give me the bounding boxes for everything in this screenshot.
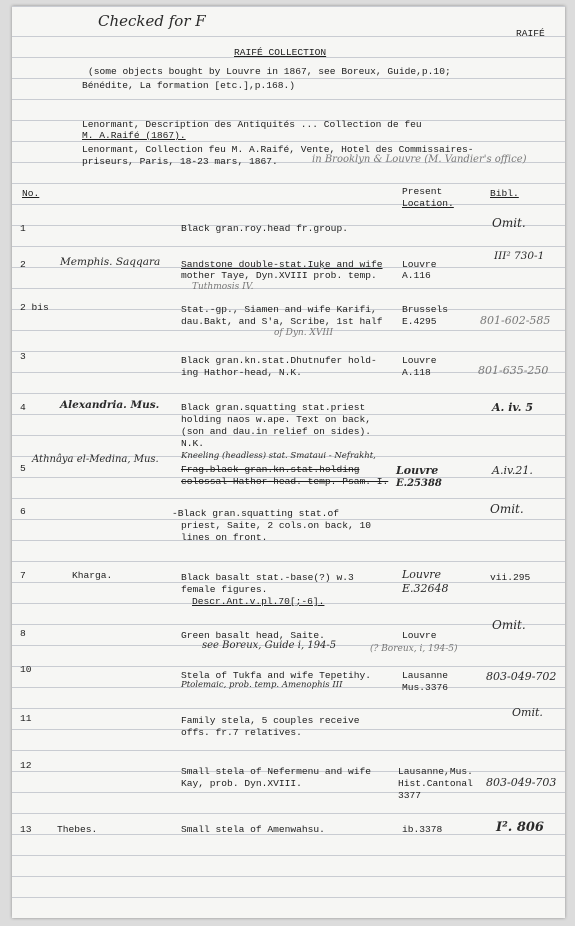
entry-location: A.116 — [402, 270, 431, 281]
entry-desc: Kneeling (headless) stat. Smataui - Nefrakht, — [181, 451, 376, 461]
entry-no: 4 — [20, 402, 26, 413]
entry-location-note: (? Boreux, i, 194-5) — [370, 644, 458, 654]
entry-desc: Black gran.squatting stat.priest — [181, 402, 366, 413]
entry-bibl: vii.295 — [490, 572, 531, 583]
entry-desc: Black basalt stat.-base(?) w.3 — [181, 572, 354, 583]
page-title: RAIFÉ COLLECTION — [234, 47, 327, 58]
entry-desc-note: of Dyn. XVIII — [274, 328, 334, 338]
entry-desc: Stela of Tukfa and wife Tepetihy. — [181, 670, 371, 681]
document-page — [12, 6, 565, 918]
entry-location: Louvre — [402, 630, 437, 641]
entry-no: 11 — [20, 713, 32, 724]
entry-location: ib.3378 — [402, 824, 443, 835]
entry-location: E.32648 — [402, 582, 449, 595]
entry-desc: Green basalt head, Saite. — [181, 630, 325, 641]
entry-location: Louvre — [402, 259, 437, 270]
entry-no: 13 — [20, 824, 32, 835]
entry-no: 5 — [20, 463, 26, 474]
handwritten-note: Checked for F — [98, 12, 206, 30]
entry-desc: Stat.-gp., Siamen and wife Karifi, — [181, 304, 377, 315]
entry-location: Lausanne,Mus. — [398, 766, 473, 777]
header-right: RAIFÉ — [516, 28, 545, 39]
entry-location: Louvre — [396, 464, 439, 477]
entry-bibl: 801-602-585 — [480, 314, 551, 327]
entry-no: 1 — [20, 223, 26, 234]
entry-location: Louvre — [402, 355, 437, 366]
ref-line-1: Lenormant, Description des Antiquités ... Collection de feu — [82, 119, 422, 130]
entry-bibl: Omit. — [490, 502, 524, 516]
entry-desc: N.K. — [181, 438, 205, 449]
entry-desc: Descr.Ant.v.pl.70[;-6]. — [192, 596, 325, 607]
entry-no: 10 — [20, 664, 32, 675]
entry-no: 2 — [20, 259, 26, 270]
entry-place: Kharga. — [72, 570, 113, 581]
col-no: No. — [22, 188, 40, 199]
entry-no: 3 — [20, 351, 26, 362]
entry-location: Mus.3376 — [402, 682, 449, 693]
entry-desc: Frag.black gran.kn.stat.holding — [181, 464, 360, 475]
entry-desc: colossal Hathor-head. temp. Psam. I. — [181, 476, 389, 487]
entry-bibl: A.iv.21. — [492, 464, 533, 477]
entry-no: 8 — [20, 628, 26, 639]
ref-handwritten: in Brooklyn & Louvre (M. Vandier's office) — [312, 154, 527, 165]
entry-location: 3377 — [398, 790, 422, 801]
entry-place: Thebes. — [57, 824, 98, 835]
entry-desc-note: Ptolemaic, prob. temp. Amenophis III — [181, 680, 343, 690]
entry-desc: Small stela of Nefermenu and wife — [181, 766, 371, 777]
entry-desc: dau.Bakt, and S'a, Scribe, 1st half — [181, 316, 383, 327]
entry-location: E.25388 — [396, 478, 442, 489]
col-location-1: Present — [402, 186, 443, 197]
col-bibl: Bibl. — [490, 188, 519, 199]
entry-desc: ing Hathor-head, N.K. — [181, 367, 302, 378]
entry-bibl: 801-635-250 — [478, 364, 549, 377]
entry-desc: Kay, prob. Dyn.XVIII. — [181, 778, 302, 789]
entry-no: 2 bis — [20, 302, 49, 313]
entry-bibl: 803-049-702 — [486, 670, 557, 683]
col-location-2: Location. — [402, 198, 454, 209]
entry-desc: Black gran.kn.stat.Dhutnufer hold- — [181, 355, 377, 366]
entry-place: Memphis. Saqqara — [60, 256, 161, 268]
ref-line-3: Lenormant, Collection feu M. A.Raifé, Vente, Hotel des Commissaires- — [82, 144, 474, 155]
ref-line-2: M. A.Raifé (1867). — [82, 130, 186, 141]
entry-bibl: Omit. — [492, 216, 526, 230]
entry-desc: Black gran.roy.head fr.group. — [181, 223, 348, 234]
entry-no: 6 — [20, 506, 26, 517]
entry-location: Hist.Cantonal — [398, 778, 473, 789]
entry-bibl: 803-049-703 — [486, 776, 557, 789]
entry-desc: -Black gran.squatting stat.of — [172, 508, 339, 519]
entry-desc: Family stela, 5 couples receive — [181, 715, 360, 726]
entry-place: Athnâya el-Medina, Mus. — [32, 454, 159, 465]
entry-desc: (son and dau.in relief on sides). — [181, 426, 371, 437]
ref-line-4: priseurs, Paris, 18-23 mars, 1867. — [82, 156, 278, 167]
entry-desc: female figures. — [181, 584, 268, 595]
entry-desc: lines on front. — [181, 532, 268, 543]
entry-desc: Small stela of Amenwahsu. — [181, 824, 325, 835]
entry-location: Louvre — [402, 568, 441, 581]
intro-line-2: Bénédite, La formation [etc.],p.168.) — [82, 80, 296, 91]
entry-desc-note: see Boreux, Guide i, 194-5 — [202, 640, 337, 651]
entry-bibl: III² 730-1 — [494, 250, 545, 262]
entry-place: Alexandria. Mus. — [60, 399, 160, 411]
entry-location: Lausanne — [402, 670, 449, 681]
entry-no: 7 — [20, 570, 26, 581]
entry-bibl: A. iv. 5 — [492, 401, 533, 414]
entry-location: E.4295 — [402, 316, 437, 327]
entry-desc: priest, Saite, 2 cols.on back, 10 — [181, 520, 371, 531]
entry-no: 12 — [20, 760, 32, 771]
entry-location: Brussels — [402, 304, 449, 315]
entry-desc-note: Tuthmosis IV. — [192, 282, 254, 292]
entry-bibl: I². 806 — [496, 820, 544, 835]
intro-line-1: (some objects bought by Louvre in 1867, see Boreux, Guide,p.10; — [88, 66, 451, 77]
entry-desc: offs. fr.7 relatives. — [181, 727, 302, 738]
entry-location: A.118 — [402, 367, 431, 378]
entry-desc: holding naos w.ape. Text on back, — [181, 414, 371, 425]
entry-desc: mother Taye, Dyn.XVIII prob. temp. — [181, 270, 377, 281]
entry-bibl: Omit. — [512, 706, 543, 719]
entry-desc: Sandstone double-stat.Iuḳe and wife — [181, 259, 383, 270]
entry-bibl: Omit. — [492, 618, 526, 632]
